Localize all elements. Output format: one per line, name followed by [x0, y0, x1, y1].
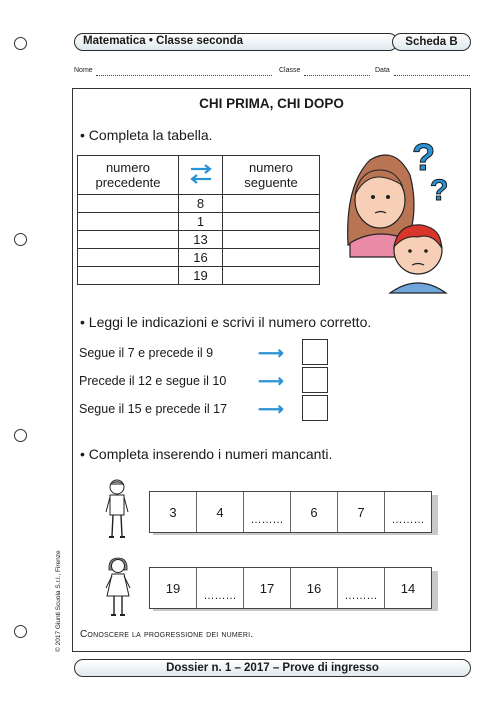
given-number: 19 [179, 267, 223, 285]
sequence-cell: 17 [244, 568, 291, 608]
sheet-label: Scheda B [405, 36, 458, 48]
binder-hole-3 [14, 429, 27, 442]
sequence-row-2 [149, 567, 432, 609]
subject-banner [74, 33, 398, 51]
svg-text:?: ? [412, 137, 436, 179]
sequence-blank-cell[interactable]: ……… [391, 514, 425, 526]
answer-cell-right[interactable] [223, 267, 320, 285]
footer-label: Dossier n. 1 – 2017 – Prove di ingresso [166, 662, 379, 674]
answer-cell-right[interactable] [223, 249, 320, 267]
class-line[interactable] [304, 75, 370, 76]
given-number: 1 [179, 213, 223, 231]
answer-cell-right[interactable] [223, 195, 320, 213]
arrow-right-icon: ⟶ [258, 399, 284, 419]
sequence-blank-cell[interactable]: ……… [338, 568, 385, 608]
answer-box-3[interactable] [302, 395, 328, 421]
girl-figure-icon [102, 556, 134, 618]
given-number: 16 [179, 249, 223, 267]
binder-hole-1 [14, 37, 27, 50]
binder-hole-4 [14, 625, 27, 638]
clue-2: Precede il 12 e segue il 10 [79, 374, 227, 388]
swap-arrows-icon [179, 156, 223, 195]
answer-cell-left[interactable] [78, 231, 179, 249]
arrow-right-icon: ⟶ [258, 343, 284, 363]
skill-note: Conoscere la progressione dei numeri. [80, 629, 254, 640]
exercise1-instruction: • Completa la tabella. [80, 127, 213, 143]
sequence-cell: 3 [150, 492, 197, 532]
student-fields [74, 67, 474, 79]
exercise3-instruction: • Completa inserendo i numeri mancanti. [80, 446, 333, 462]
page-title: CHI PRIMA, CHI DOPO [199, 96, 344, 111]
sequence-cell: 7 [338, 492, 385, 532]
arrow-right-icon: ⟶ [258, 371, 284, 391]
name-label: Nome [74, 67, 93, 74]
sequence-cell: 19 [150, 568, 197, 608]
sequence-cell: 16 [291, 568, 338, 608]
class-label: Classe [279, 67, 301, 74]
clue-1: Segue il 7 e precede il 9 [79, 346, 214, 360]
sheet-banner [392, 33, 471, 51]
date-label: Data [375, 67, 390, 74]
answer-cell-right[interactable] [223, 213, 320, 231]
col-header-left: numero precedente [78, 156, 179, 195]
name-line[interactable] [96, 75, 272, 76]
sequence-row-1 [149, 491, 432, 533]
date-line[interactable] [394, 75, 470, 76]
answer-cell-left[interactable] [78, 249, 179, 267]
subject-label: Matematica • Classe seconda [83, 35, 243, 47]
predecessor-successor-table [77, 155, 320, 285]
sequence-cell: 14 [400, 580, 416, 596]
clue-3: Segue il 15 e precede il 17 [79, 402, 228, 416]
sequence-cell: 4 [197, 492, 244, 532]
answer-cell-left[interactable] [78, 267, 179, 285]
answer-cell-right[interactable] [223, 231, 320, 249]
binder-hole-2 [14, 233, 27, 246]
sequence-blank-cell[interactable]: ……… [197, 568, 244, 608]
children-question-illustration [340, 125, 460, 295]
svg-text:?: ? [430, 174, 449, 207]
answer-box-2[interactable] [302, 367, 328, 393]
copyright-note: © 2017 Giunti Scuola S.r.l., Firenze [55, 550, 62, 652]
footer-banner [74, 659, 471, 677]
exercise2-instruction: • Leggi le indicazioni e scrivi il numero corretto. [80, 314, 372, 330]
given-number: 8 [179, 195, 223, 213]
answer-cell-left[interactable] [78, 213, 179, 231]
col-header-right: numero seguente [223, 156, 320, 195]
answer-cell-left[interactable] [78, 195, 179, 213]
answer-box-1[interactable] [302, 339, 328, 365]
boy-figure-icon [102, 478, 132, 540]
sequence-blank-cell[interactable]: ……… [244, 492, 291, 532]
sequence-cell: 6 [291, 492, 338, 532]
given-number: 13 [179, 231, 223, 249]
